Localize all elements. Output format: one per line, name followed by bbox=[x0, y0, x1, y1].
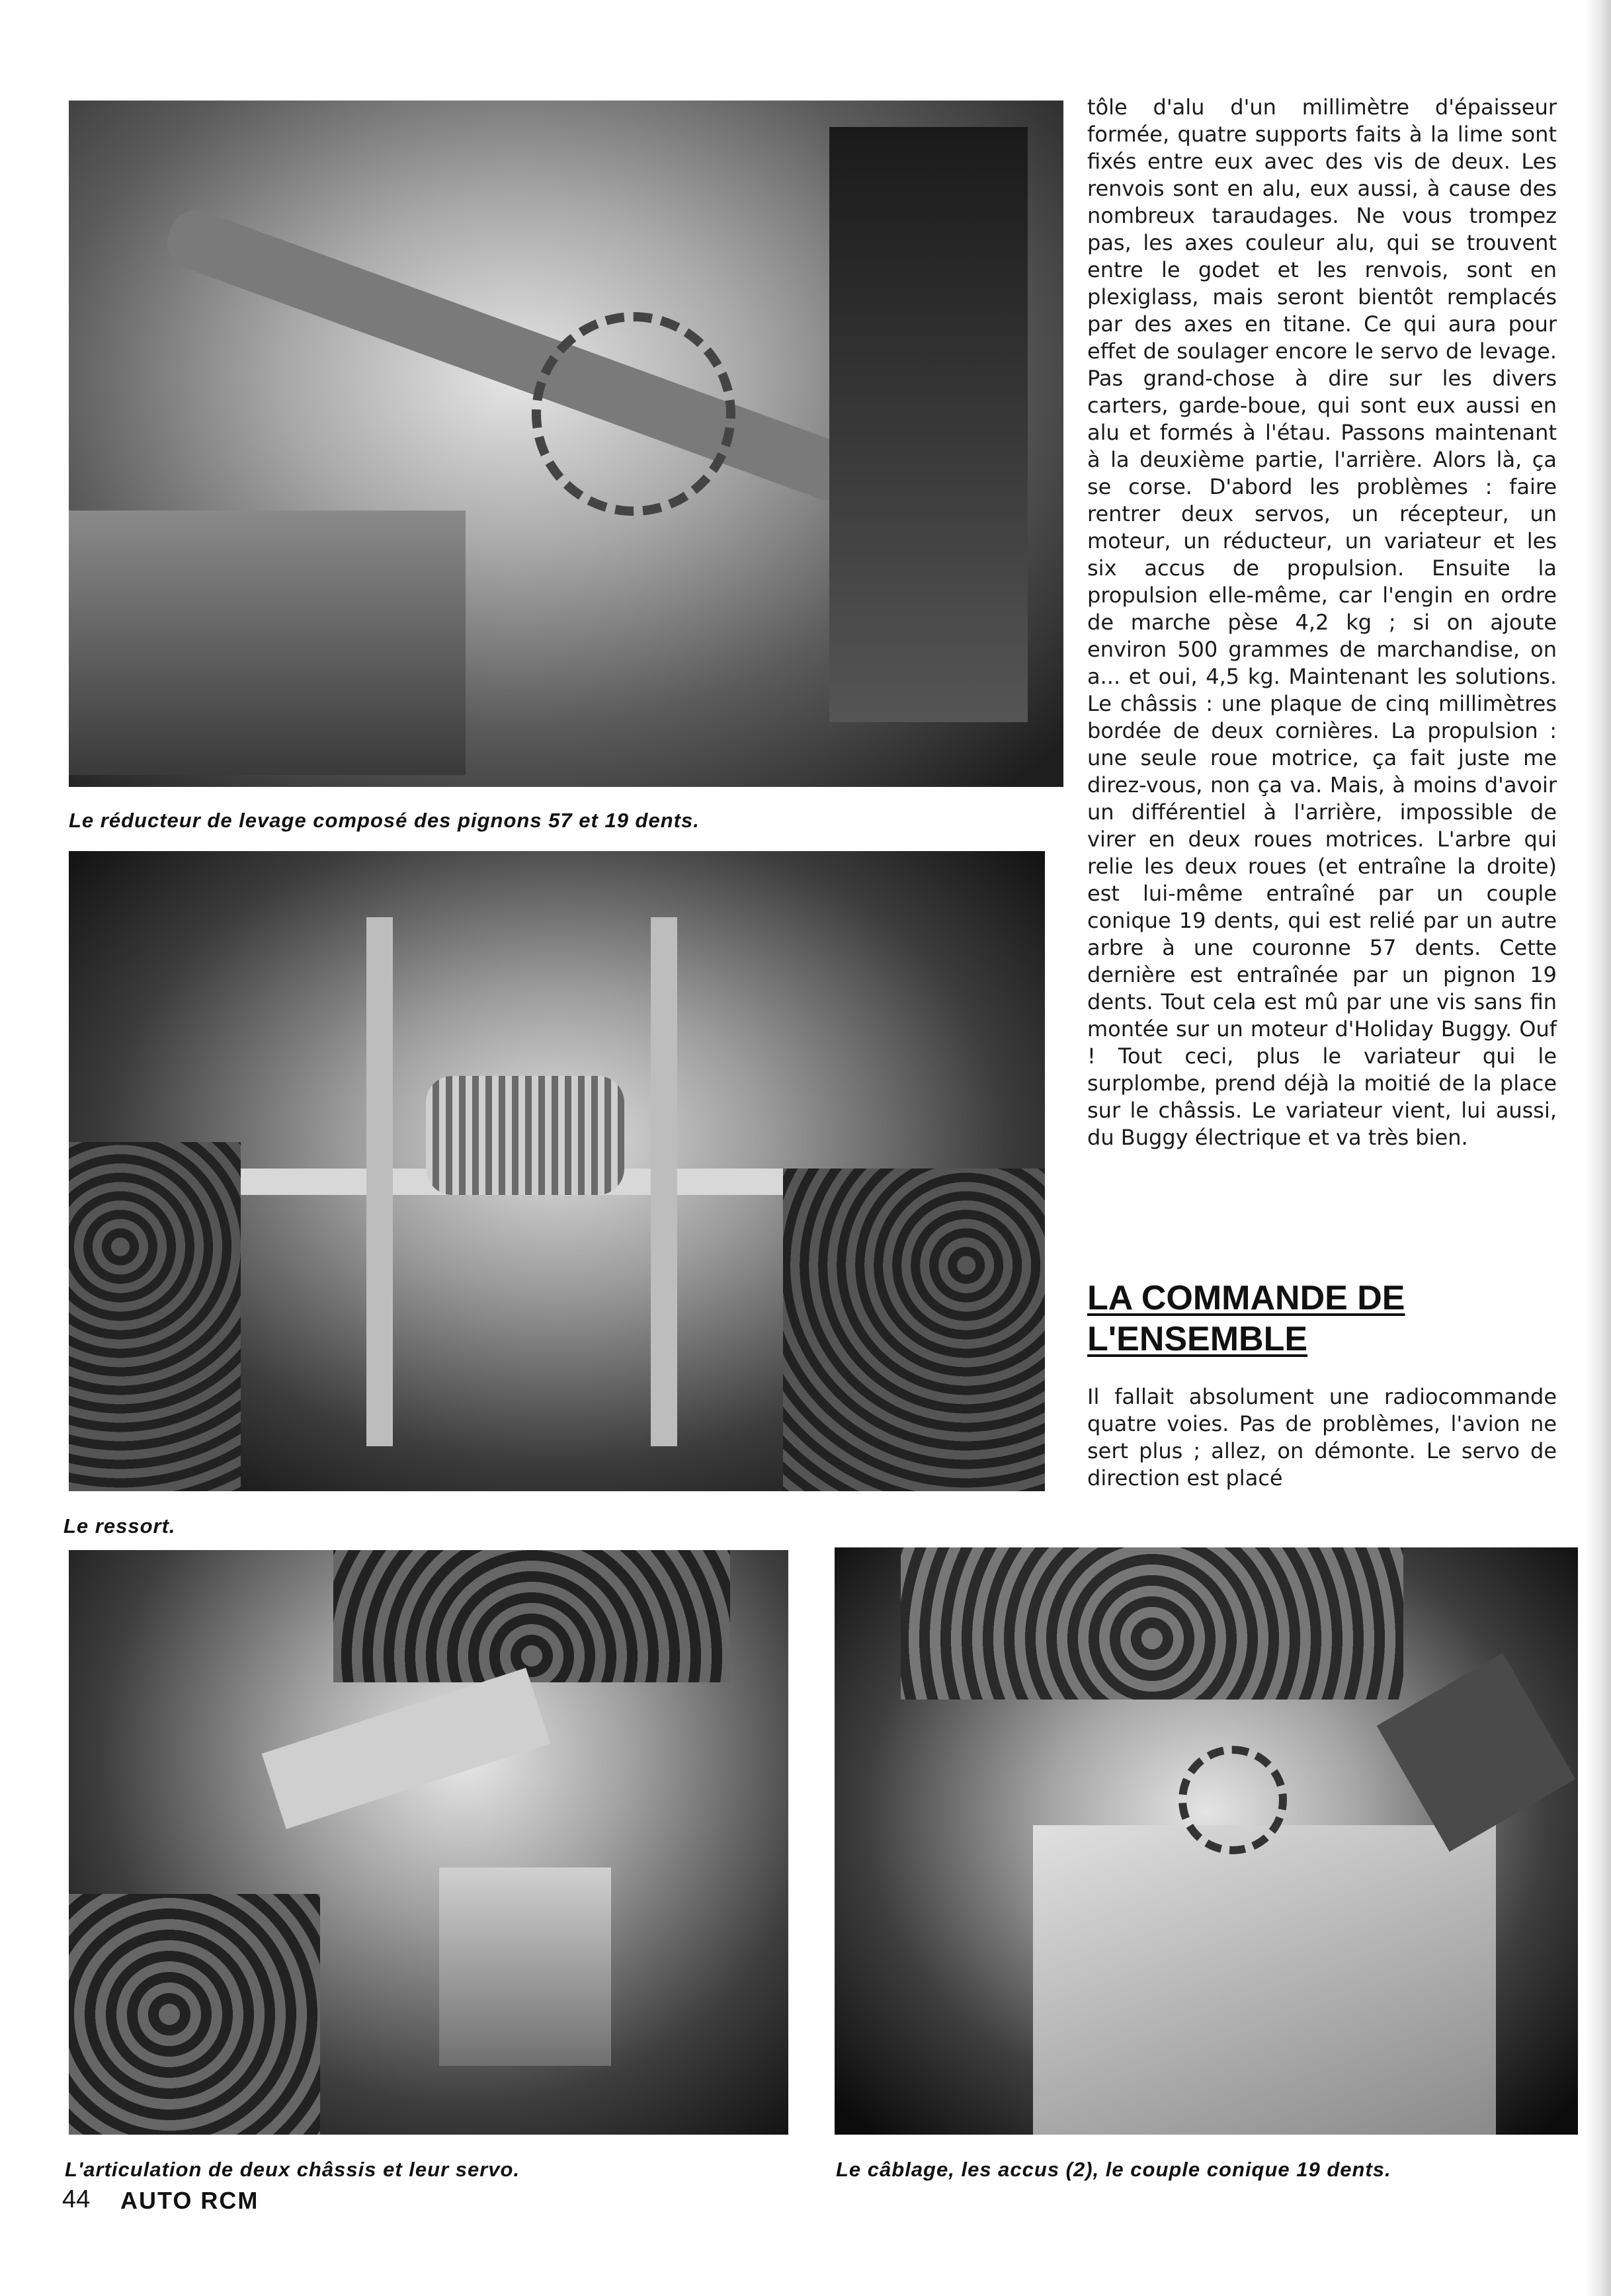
photo-reduction-gear bbox=[69, 101, 1063, 787]
photo-spring bbox=[69, 851, 1045, 1491]
photo-articulation bbox=[69, 1550, 788, 2135]
article-column-2 bbox=[1087, 1383, 1557, 1492]
photo3-caption: L'articulation de deux châssis et leur servo. bbox=[65, 2158, 520, 2181]
article-paragraph-1: tôle d'alu d'un millimètre d'épaisseur formée, quatre supports faits à la lime sont fixés entre eux avec des vis de deux. Les renvois sont en alu, eux aussi, à cause des nombreux taraudages. Ne vous trompez pas, les axes couleur alu, qui se trouvent entre le godet et les renvois, sont en plexiglass, mais seront bientôt remplacés par des axes en titane. Ce qui aura pour effet de soulager encore le servo de levage. Pas grand-chose à dire sur les divers carters, garde-boue, qui sont eux aussi en alu et formés à l'étau. Passons maintenant à la deuxième partie, l'arrière. Alors là, ça se corse. D'abord les problèmes : faire rentrer deux servos, un récepteur, un moteur, un réducteur, un variateur et les six accus de propulsion. Ensuite la propulsion elle-même, car l'engin en ordre de marche pèse 4,2 kg ; si on ajoute environ 500 grammes de marchandise, on a... et oui, 4,5 kg. Maintenant les solutions. Le châssis : une plaque de cinq millimètres bordée de deux cornières. La propulsion : une seule roue motrice, ça fait juste me direz-vous, non ça va. Mais, à moins d'avoir un différentiel à l'arrière, impossible de virer en deux roues motrices. L'arbre qui relie les deux roues (et entraîne la droite) est lui-même entraîné par un couple conique 19 dents, qui est relié par un autre arbre à une couronne 57 dents. Cette dernière est entraînée par un pignon 19 dents. Tout cela est mû par une vis sans fin montée sur un moteur d'Holiday Buggy. Ouf ! Tout ceci, plus le variateur qui le surplombe, prend déjà la moitié de la place sur le châssis. Le variateur vient, lui aussi, du Buggy électrique et va très bien. bbox=[1087, 95, 1557, 1150]
article-column bbox=[1087, 94, 1557, 1151]
magazine-name: AUTO RCM bbox=[120, 2187, 259, 2214]
photo4-caption: Le câblage, les accus (2), le couple conique 19 dents. bbox=[836, 2158, 1391, 2181]
article-paragraph-2: Il fallait absolument une radiocommande quatre voies. Pas de problèmes, l'avion ne sert plus ; allez, on démonte. Le servo de direction est placé bbox=[1087, 1384, 1557, 1491]
photo2-caption: Le ressort. bbox=[63, 1514, 176, 1538]
page-number: 44 bbox=[62, 2186, 91, 2213]
section-heading: LA COMMANDE DE L'ENSEMBLE bbox=[1087, 1279, 1405, 1358]
page-edge bbox=[1585, 0, 1611, 2296]
photo-wiring bbox=[835, 1547, 1578, 2135]
photo1-caption: Le réducteur de levage composé des pignons 57 et 19 dents. bbox=[69, 809, 700, 832]
